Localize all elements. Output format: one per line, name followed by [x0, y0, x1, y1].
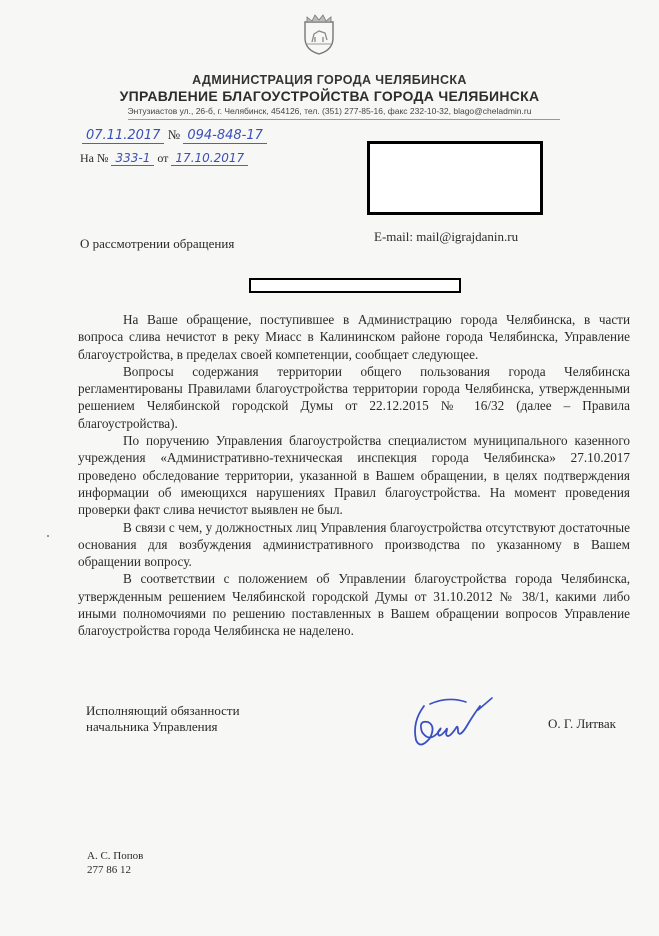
outgoing-number: 094-848-17: [183, 128, 267, 144]
incoming-reference: [80, 151, 248, 166]
incoming-date: 17.10.2017: [171, 151, 248, 166]
incoming-label: На №: [80, 151, 109, 165]
executor-name: А. С. Попов: [87, 850, 144, 862]
handwritten-signature: [408, 692, 504, 756]
body-paragraph: В соответствии с положением об Управлении благоустройства города Челябинска, утвержденным решением Челябинской городской Думы от 31.10.2012 № 38/1, какими либо иными полномочиями по решению поставленных в Вашем обращении вопросов Управление благоустройства города Челябинска не наделено.: [78, 571, 630, 639]
redacted-addressee-box: [367, 141, 543, 215]
letter-subject: О рассмотрении обращения: [80, 236, 235, 251]
scan-speck: [47, 535, 49, 537]
coat-of-arms-icon: [301, 12, 337, 56]
letter-body: [78, 311, 630, 640]
from-label: от: [157, 151, 169, 165]
body-paragraph: Вопросы содержания территории общего пользования города Челябинска регламентированы Правилами благоустройства территории города Челябинска, утвержденными решением Челябинской городской Думы от 22.12.2015 № 16/32 (далее – Правила благоустройства).: [78, 363, 630, 431]
body-paragraph: На Ваше обращение, поступившее в Администрацию города Челябинска, в части вопроса слива нечистот в реку Миасс в Калининском районе города Челябинска, Управление благоустройства, в пределах своей компетенции, сообщает следующее.: [78, 312, 630, 362]
department-address: Энтузиастов ул., 26-б, г. Челябинск, 454126, тел. (351) 277-85-16, факс 232-10-32, blago@cheladmin.ru: [127, 106, 532, 116]
signatory-role-line: начальника Управления: [86, 719, 218, 734]
recipient-email: E-mail: mail@igrajdanin.ru: [374, 229, 519, 244]
signatory-role-line: Исполняющий обязанности: [86, 703, 240, 718]
executor-phone: 277 86 12: [87, 864, 131, 876]
signatory-role: [86, 703, 240, 735]
outgoing-registration: [82, 127, 267, 144]
redacted-salutation-bar: [249, 278, 461, 293]
signatory-name: О. Г. Литвак: [548, 716, 616, 731]
outgoing-date: 07.11.2017: [82, 128, 164, 144]
department-name: УПРАВЛЕНИЕ БЛАГОУСТРОЙСТВА ГОРОДА ЧЕЛЯБИНСКА: [119, 88, 540, 104]
body-paragraph: В связи с чем, у должностных лиц Управления благоустройства отсутствуют достаточные основания для возбуждения административного производства по указанному в Вашем обращении вопросу.: [78, 519, 630, 570]
letterhead-divider: [128, 119, 560, 120]
administration-name: АДМИНИСТРАЦИЯ ГОРОДА ЧЕЛЯБИНСКА: [192, 73, 467, 87]
incoming-number: 333-1: [111, 151, 154, 166]
executor-info: [87, 849, 143, 877]
body-paragraph: По поручению Управления благоустройства специалистом муниципального казенного учреждения «Административно-техническая инспекция города Челябинска» 27.10.2017 проведено обследование территории, указанной в Вашем обращении, в целях подтверждения информации об имеющихся нарушениях Правил благоустройства. На момент проведения проверки факт слива нечистот выявлен не был.: [78, 433, 630, 518]
number-sign: №: [167, 127, 181, 142]
